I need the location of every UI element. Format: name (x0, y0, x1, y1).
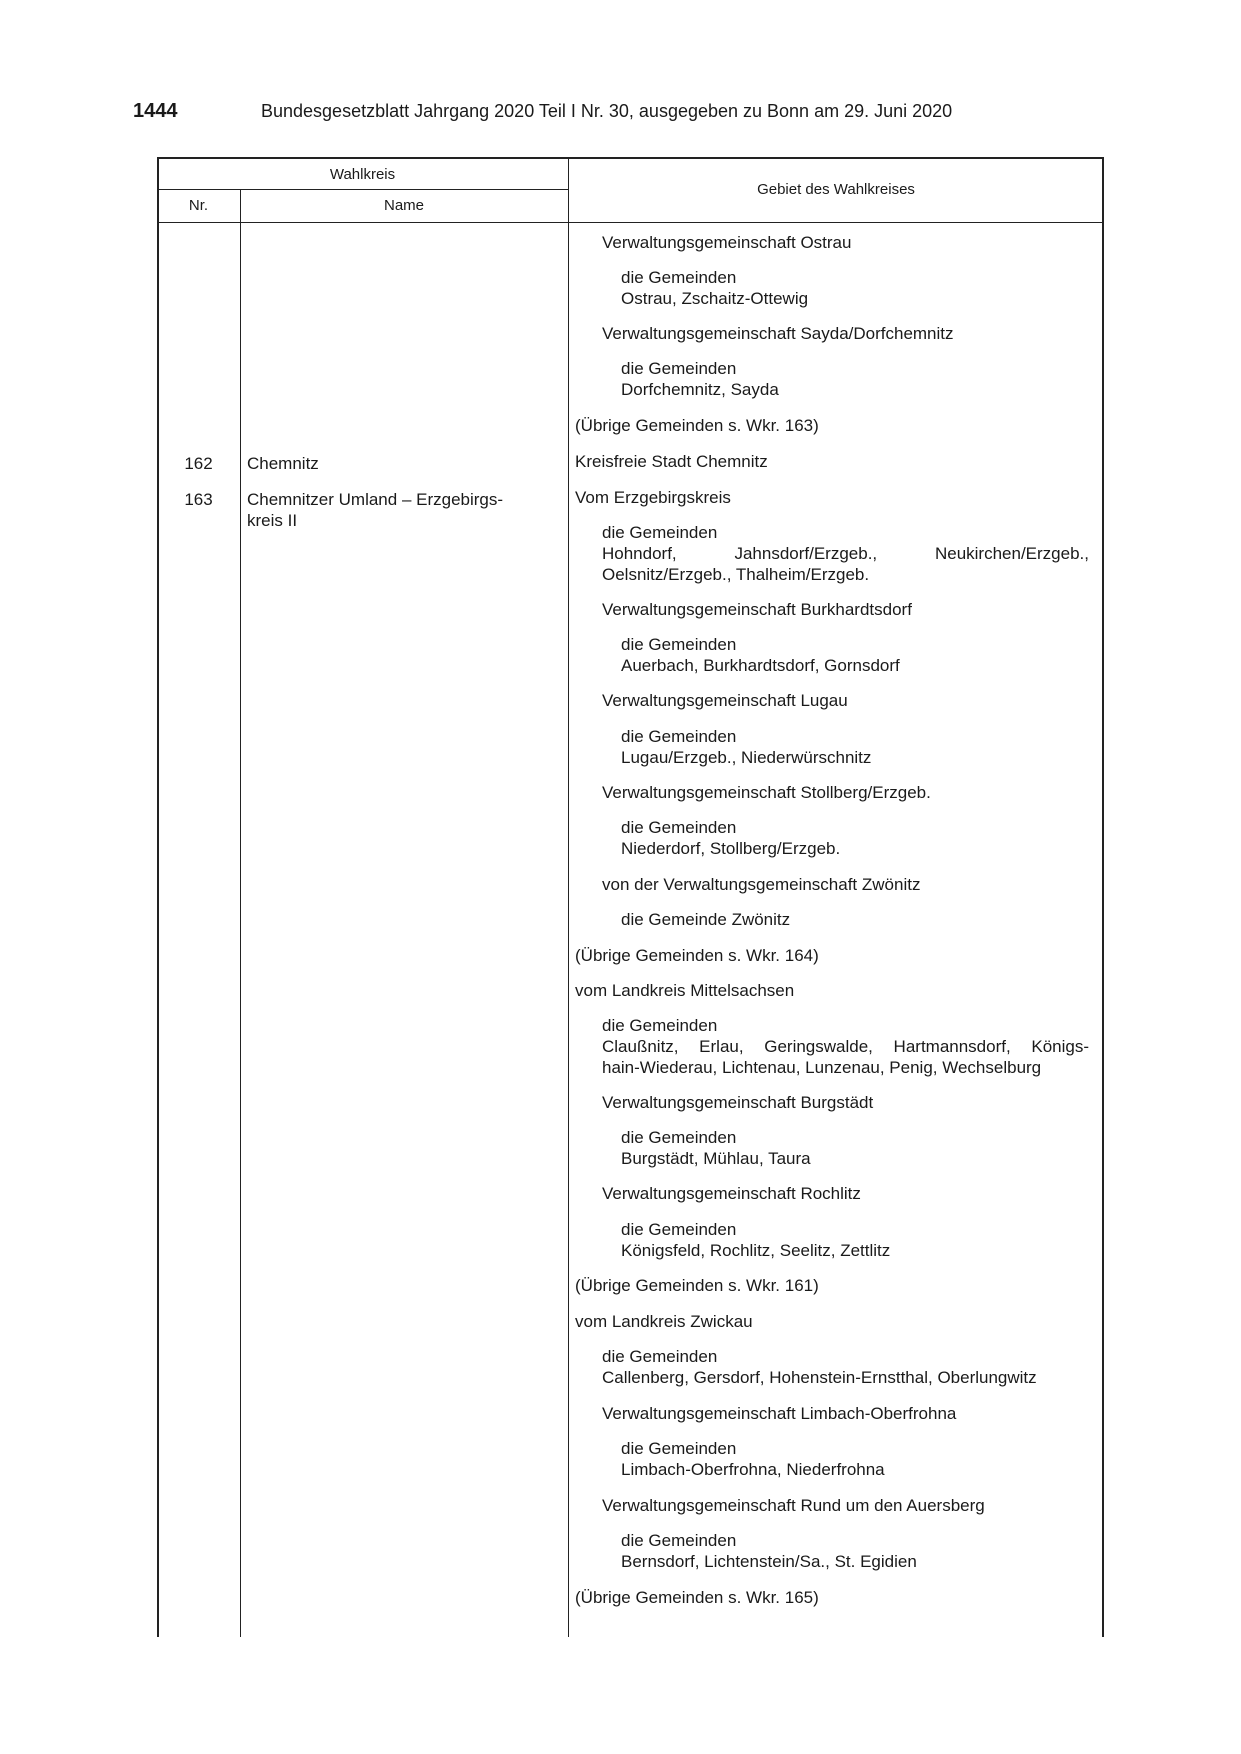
gebiet-line: die Gemeinden (621, 359, 737, 378)
row-163-nr: 163 (184, 490, 213, 509)
gebiet-line: Limbach-Oberfrohna, Niederfrohna (621, 1460, 885, 1479)
gebiet-line: Ostrau, Zschaitz-Ottewig (621, 289, 809, 308)
gebiet-line: die Gemeinden (621, 1128, 737, 1147)
gebiet-line: die Gemeinden (602, 1347, 718, 1366)
gebiet-line: Verwaltungsgemeinschaft Rund um den Auersberg (602, 1496, 985, 1515)
name-gebiet-divider (568, 157, 569, 1637)
table-right-border (1102, 157, 1104, 1637)
gebiet-line: die Gemeinden (621, 727, 737, 746)
gebiet-line: Verwaltungsgemeinschaft Burgstädt (602, 1093, 874, 1112)
header-gebiet: Gebiet des Wahlkreises (757, 181, 915, 198)
row-162-nr: 162 (184, 454, 213, 473)
gebiet-line: Verwaltungsgemeinschaft Burkhardtsdorf (602, 600, 912, 619)
gebiet-line: die Gemeinden (602, 1016, 718, 1035)
gebiet-line: die Gemeinden (621, 818, 737, 837)
gebiet-line: die Gemeinden (621, 1220, 737, 1239)
gebiet-line: (Übrige Gemeinden s. Wkr. 163) (575, 416, 819, 435)
gebiet-line: die Gemeinden (621, 268, 737, 287)
row-163-name-line2: kreis II (247, 511, 298, 530)
page-number: 1444 (133, 100, 178, 122)
gebiet-line: die Gemeinde Zwönitz (621, 910, 791, 929)
gebiet-line: von der Verwaltungsgemeinschaft Zwönitz (602, 875, 921, 894)
gebiet-line: (Übrige Gemeinden s. Wkr. 165) (575, 1588, 819, 1607)
gebiet-line: vom Landkreis Zwickau (575, 1312, 753, 1331)
gebiet-line: Callenberg, Gersdorf, Hohenstein-Ernstthal, Oberlungwitz (602, 1368, 1037, 1387)
gebiet-line: Kreisfreie Stadt Chemnitz (575, 452, 768, 471)
gebiet-line: Dorfchemnitz, Sayda (621, 380, 779, 399)
gebiet-line: Oelsnitz/Erzgeb., Thalheim/Erzgeb. (602, 565, 870, 584)
header-wahlkreis: Wahlkreis (329, 166, 396, 183)
row-162-name: Chemnitz (247, 454, 319, 473)
gebiet-line: (Übrige Gemeinden s. Wkr. 161) (575, 1276, 819, 1295)
gebiet-line: hain-Wiederau, Lichtenau, Lunzenau, Penig, Wechselburg (602, 1058, 1042, 1077)
gebiet-line: die Gemeinden (621, 635, 737, 654)
wahlkreis-subheader-rule (157, 189, 568, 190)
gebiet-line: die Gemeinden (602, 523, 718, 542)
gebiet-line: Königsfeld, Rochlitz, Seelitz, Zettlitz (621, 1241, 891, 1260)
nr-name-divider (240, 189, 241, 1637)
table-left-border (157, 157, 159, 1637)
gebiet-line: Burgstädt, Mühlau, Taura (621, 1149, 811, 1168)
gebiet-line: Vom Erzgebirgskreis (575, 488, 731, 507)
gebiet-line: vom Landkreis Mittelsachsen (575, 981, 795, 1000)
gebiet-line: Niederdorf, Stollberg/Erzgeb. (621, 839, 841, 858)
wahlkreis-table (157, 157, 1104, 1637)
gebiet-line: Verwaltungsgemeinschaft Limbach-Oberfrohna (602, 1404, 957, 1423)
gebiet-line: Auerbach, Burkhardtsdorf, Gornsdorf (621, 656, 900, 675)
row-163-name-line1: Chemnitzer Umland – Erzgebirgs- (247, 490, 504, 509)
gebiet-line: (Übrige Gemeinden s. Wkr. 164) (575, 946, 819, 965)
header-bottom-rule (157, 222, 1104, 223)
gebiet-line: Verwaltungsgemeinschaft Stollberg/Erzgeb. (602, 783, 931, 802)
gebiet-line: die Gemeinden (621, 1531, 737, 1550)
gebiet-line: Verwaltungsgemeinschaft Sayda/Dorfchemnitz (602, 324, 954, 343)
header-nr: Nr. (188, 197, 209, 214)
running-header: Bundesgesetzblatt Jahrgang 2020 Teil I Nr. 30, ausgegeben zu Bonn am 29. Juni 2020 (261, 101, 953, 121)
gebiet-line: Hohndorf, Jahnsdorf/Erzgeb., Neukirchen/Erzgeb., (602, 544, 1089, 563)
gebiet-line: Verwaltungsgemeinschaft Lugau (602, 691, 848, 710)
gebiet-line: Bernsdorf, Lichtenstein/Sa., St. Egidien (621, 1552, 917, 1571)
gebiet-line: Verwaltungsgemeinschaft Rochlitz (602, 1184, 861, 1203)
gebiet-line: Verwaltungsgemeinschaft Ostrau (602, 233, 852, 252)
header-name: Name (383, 197, 424, 214)
gebiet-line: Claußnitz, Erlau, Geringswalde, Hartmannsdorf, Königs- (602, 1037, 1089, 1056)
table-top-border (157, 157, 1104, 159)
gebiet-line: Lugau/Erzgeb., Niederwürschnitz (621, 748, 872, 767)
gebiet-line: die Gemeinden (621, 1439, 737, 1458)
